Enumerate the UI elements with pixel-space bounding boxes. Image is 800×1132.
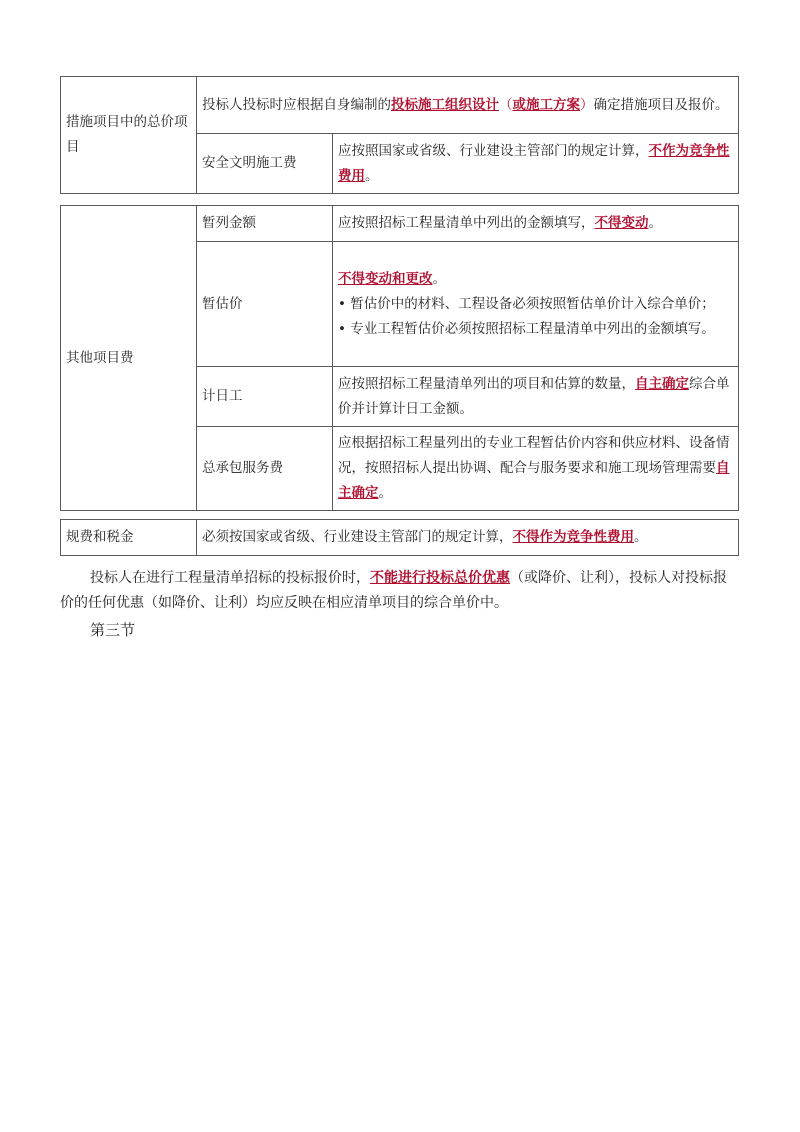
fees-taxes-label: 规费和税金 [61,520,197,556]
row-label: 暂估价 [197,242,333,367]
row-label: 计日工 [197,367,333,427]
row-label: 总承包服务费 [197,427,333,511]
highlight-text: 自主确定 [635,375,689,392]
row-description: 应根据招标工程量列出的专业工程暂估价内容和供应材料、设备情况，按照招标人提出协调、配合与服务要求和施工现场管理需要自主确定。 [333,427,739,511]
fees-taxes-table [60,519,739,556]
highlight-text: 自主确定 [338,460,730,501]
measures-table [60,76,739,194]
highlight-text: 不得作为竞争性费用 [512,529,634,545]
highlight-text: 或施工方案 [512,96,580,113]
bullet-item: • 专业工程暂估价必须按照招标工程量清单中列出的金额填写。 [338,320,715,337]
row-label: 暂列金额 [197,206,333,242]
body-paragraph: 投标人在进行工程量清单招标的投标报价时，不能进行投标总价优惠（或降价、让利），投标人对投标报价的任何优惠（如降价、让利）均应反映在相应清单项目的综合单价中。 [60,570,727,611]
highlight-text: 投标施工组织设计 [391,96,499,113]
measures-label: 措施项目中的总价项目 [61,77,197,194]
measures-description: 投标人投标时应根据自身编制的投标施工组织设计（或施工方案）确定措施项目及报价。 [197,77,739,134]
other-items-label: 其他项目费 [61,206,197,511]
highlight-text: 不能进行投标总价优惠 [370,570,510,586]
fees-taxes-description: 必须按国家或省级、行业建设主管部门的规定计算，不得作为竞争性费用。 [197,520,739,556]
highlight-text: 不得变动和更改 [338,270,433,287]
highlight-text: 不得变动 [594,215,649,231]
safety-fee-description: 应按照国家或省级、行业建设主管部门的规定计算，不作为竞争性费用。 [333,134,739,194]
bullet-item: • 暂估价中的材料、工程设备必须按照暂估单价计入综合单价； [338,295,715,312]
other-items-table [60,205,739,511]
row-description: 应按照招标工程量清单列出的项目和估算的数量，自主确定综合单价并计算计日工金额。 [333,367,739,427]
row-description: 应按照招标工程量清单中列出的金额填写，不得变动。 [333,206,739,242]
highlight-text: 不作为竞争性费用 [338,142,730,184]
row-description: 不得变动和更改。 • 暂估价中的材料、工程设备必须按照暂估单价计入综合单价； • 专业工程暂估价必须按照招标工程量清单中列出的金额填写。 [333,242,739,367]
safety-fee-label: 安全文明施工费 [197,134,333,194]
section-heading: 第三节 [90,621,136,639]
